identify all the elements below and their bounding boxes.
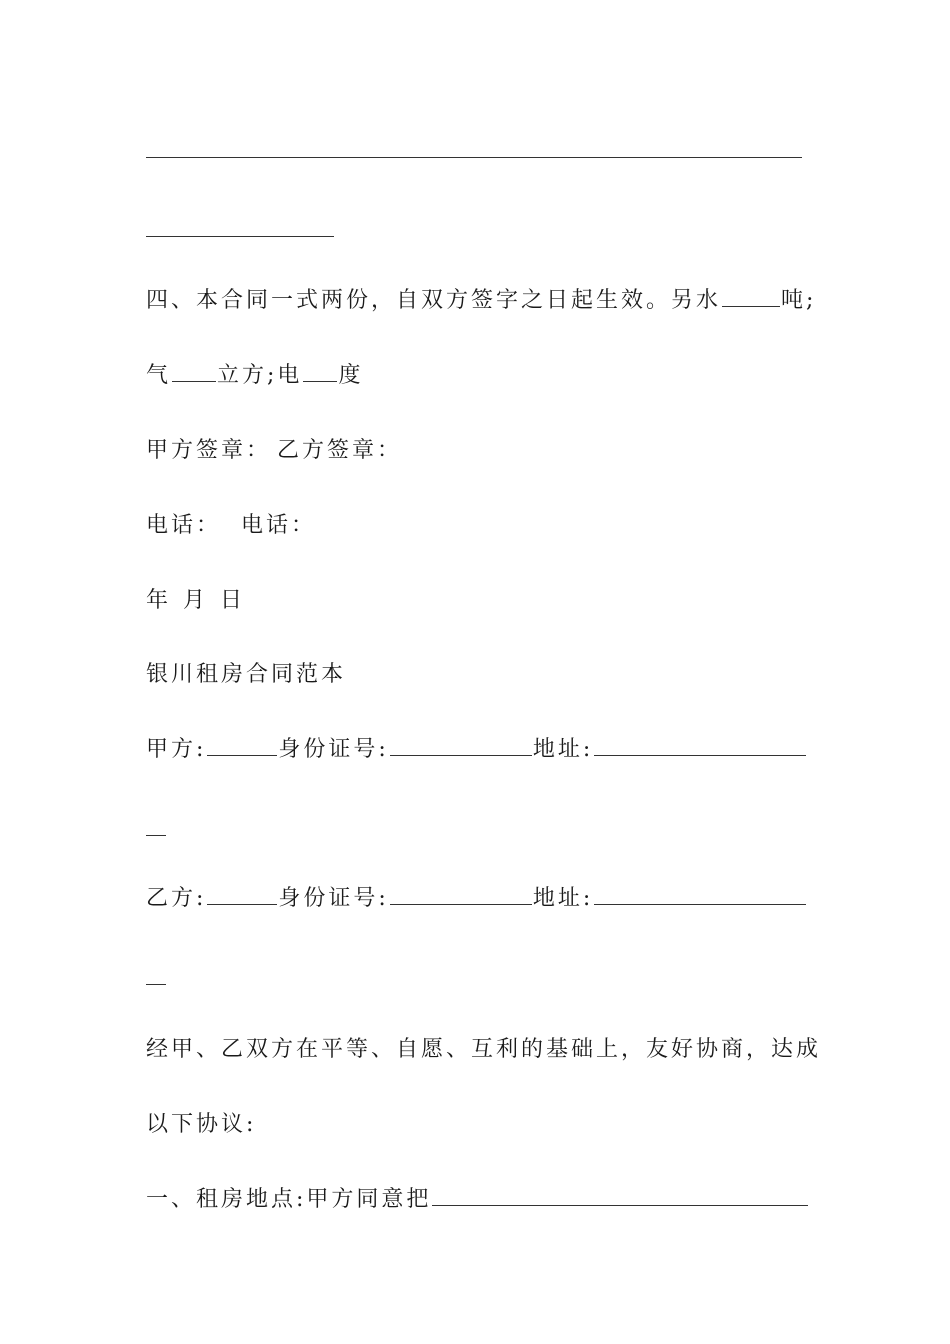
party-b-id-label: 身份证号: (278, 886, 389, 911)
party-a-id-label: 身份证号: (278, 737, 389, 762)
gas-unit: 立方;电 (217, 363, 303, 388)
party-b-signature-label: 乙方签章： (277, 438, 403, 463)
clause-1-text: 一、租房地点:甲方同意把 (146, 1187, 432, 1212)
clause-4-line-1 (146, 284, 816, 318)
water-unit: 吨; (781, 288, 817, 313)
party-a-signature-label: 甲方签章： (146, 438, 272, 463)
party-b-info-line (146, 882, 807, 916)
party-a-address-blank (594, 754, 806, 756)
clause-1-line (146, 1183, 809, 1217)
intro-line-1: 经甲、乙双方在平等、自愿、互利的基础上，友好协商，达成 (146, 1037, 822, 1062)
party-b-phone-label: 电话： (241, 513, 317, 538)
gas-label: 气 (146, 363, 172, 388)
clause-4-line-2 (146, 359, 363, 393)
party-a-name-label: 甲方: (146, 737, 207, 762)
party-b-address-blank-continued (146, 984, 166, 985)
gas-blank (172, 380, 216, 382)
party-b-address-label: 地址: (532, 886, 594, 911)
electric-unit: 度 (338, 363, 364, 388)
date-year: 年 (146, 588, 172, 613)
party-a-name-blank (207, 754, 277, 756)
rental-location-blank (432, 1204, 808, 1206)
party-a-id-blank (390, 754, 532, 756)
party-b-name-label: 乙方: (146, 886, 207, 911)
party-a-info-line (146, 733, 807, 767)
party-b-name-blank (207, 903, 277, 905)
document-title: 银川租房合同范本 (146, 662, 347, 687)
party-a-address-blank-continued (146, 835, 166, 836)
date-month: 月 (183, 588, 209, 613)
signature-line (146, 434, 402, 468)
electric-blank (303, 380, 337, 382)
date-day: 日 (220, 588, 246, 613)
phone-line (146, 509, 316, 543)
party-b-id-blank (390, 903, 532, 905)
party-b-address-blank (594, 903, 806, 905)
intro-line-2: 以下协议: (146, 1112, 257, 1137)
blank-rule-short (146, 236, 334, 237)
water-blank (722, 305, 780, 307)
clause-4-text: 四、本合同一式两份，自双方签字之日起生效。另水 (146, 288, 722, 313)
blank-rule-long (146, 157, 802, 158)
party-a-phone-label: 电话： (146, 513, 222, 538)
date-line (146, 584, 245, 618)
party-a-address-label: 地址: (532, 737, 594, 762)
